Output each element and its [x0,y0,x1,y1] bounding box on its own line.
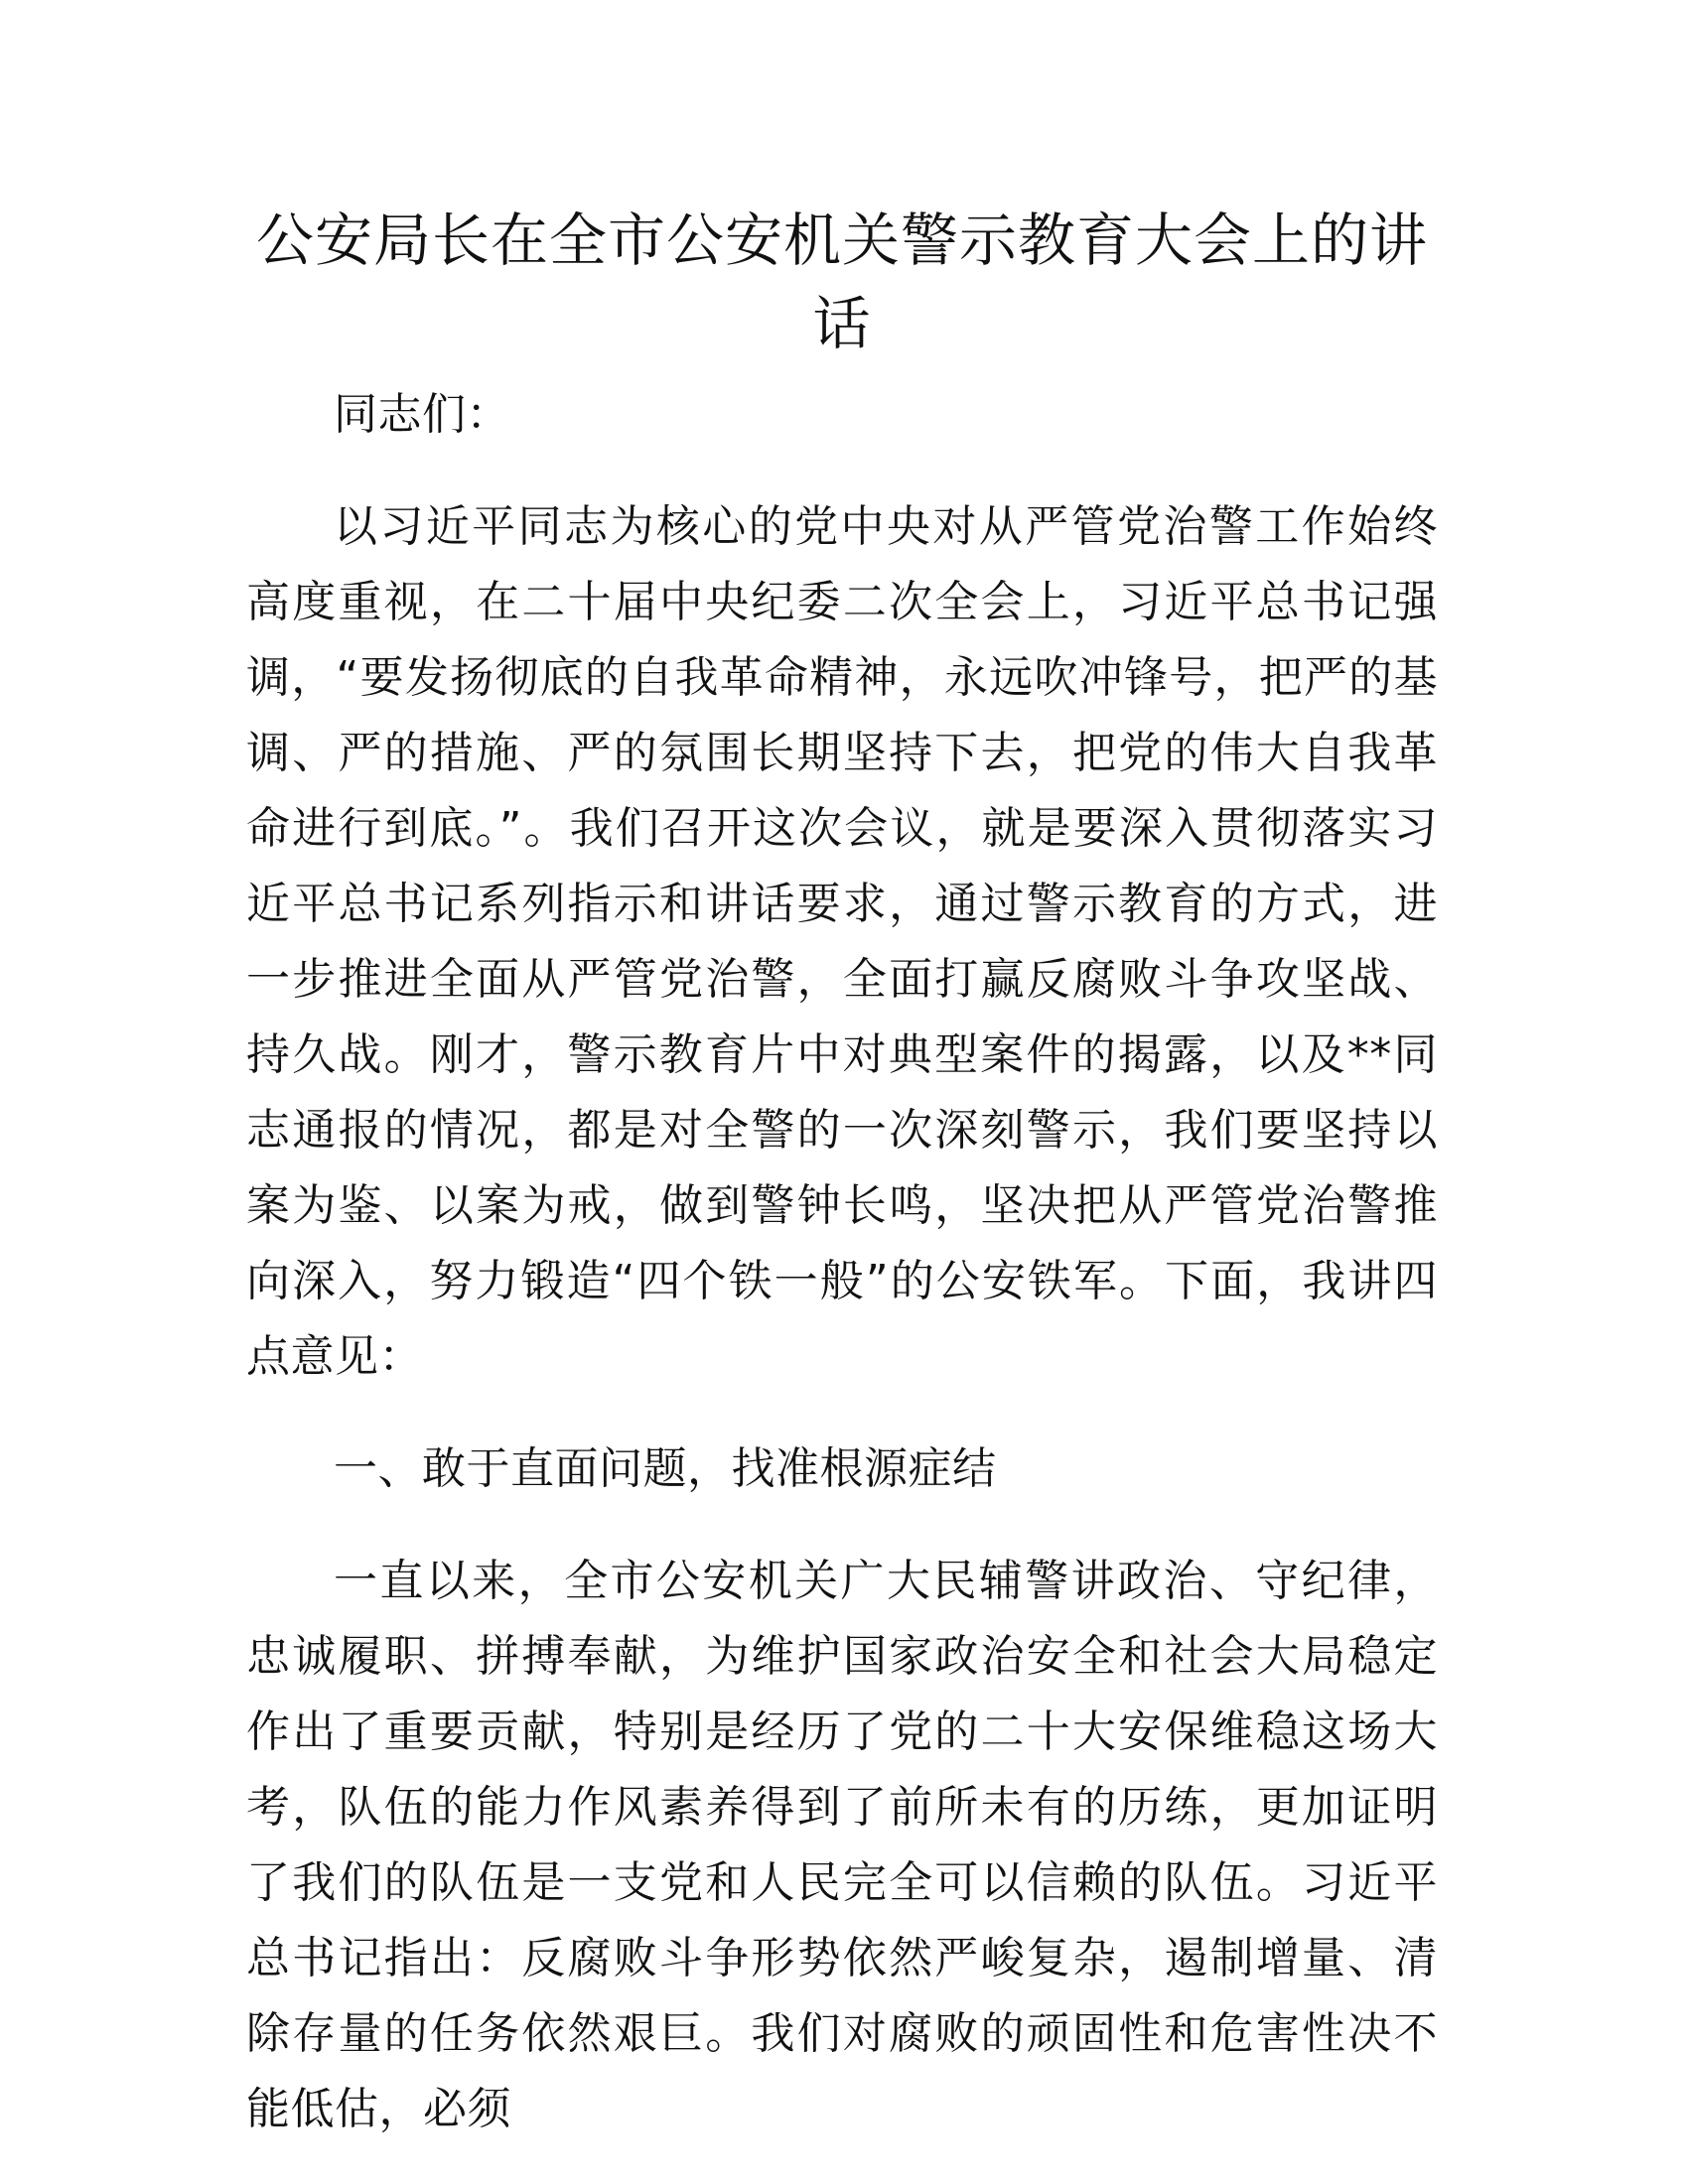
paragraph-intro: 以习近平同志为核心的党中央对从严管党治警工作始终高度重视，在二十届中央纪委二次全会上，习近平总书记强调，“要发扬彻底的自我革命精神，永远吹冲锋号，把严的基调、严的措施、严的氛围长期坚持下去，把党的伟大自我革命进行到底。”。我们召开这次会议，就是要深入贯彻落实习近平总书记系列指示和讲话要求，通过警示教育的方式，进一步推进全面从严管党治警，全面打赢反腐败斗争攻坚战、持久战。刚才，警示教育片中对典型案件的揭露，以及**同志通报的情况，都是对全警的一次深刻警示，我们要坚持以案为鉴、以案为戒，做到警钟长鸣，坚决把从严管党治警推向深入，努力锻造“四个铁一般”的公安铁军。下面，我讲四点意见： [246,501,1438,1382]
document-body [246,377,1438,2184]
section-heading-1: 一、敢于直面问题，找准根源症结 [334,1443,997,1494]
paragraph-section-1: 一直以来，全市公安机关广大民辅警讲政治、守纪律，忠诚履职、拼搏奉献，为维护国家政治安全和社会大局稳定作出了重要贡献，特别是经历了党的二十大安保维稳这场大考，队伍的能力作风素养得到了前所未有的历练，更加证明了我们的队伍是一支党和人民完全可以信赖的队伍。习近平总书记指出：反腐败斗争形势依然严峻复杂，遏制增量、清除存量的任务依然艰巨。我们对腐败的顽固性和危害性决不能低估，必须 [246,1556,1438,2134]
salutation: 同志们： [334,389,510,440]
document-title: 公安局长在全市公安机关警示教育大会上的讲话 [255,206,1428,357]
